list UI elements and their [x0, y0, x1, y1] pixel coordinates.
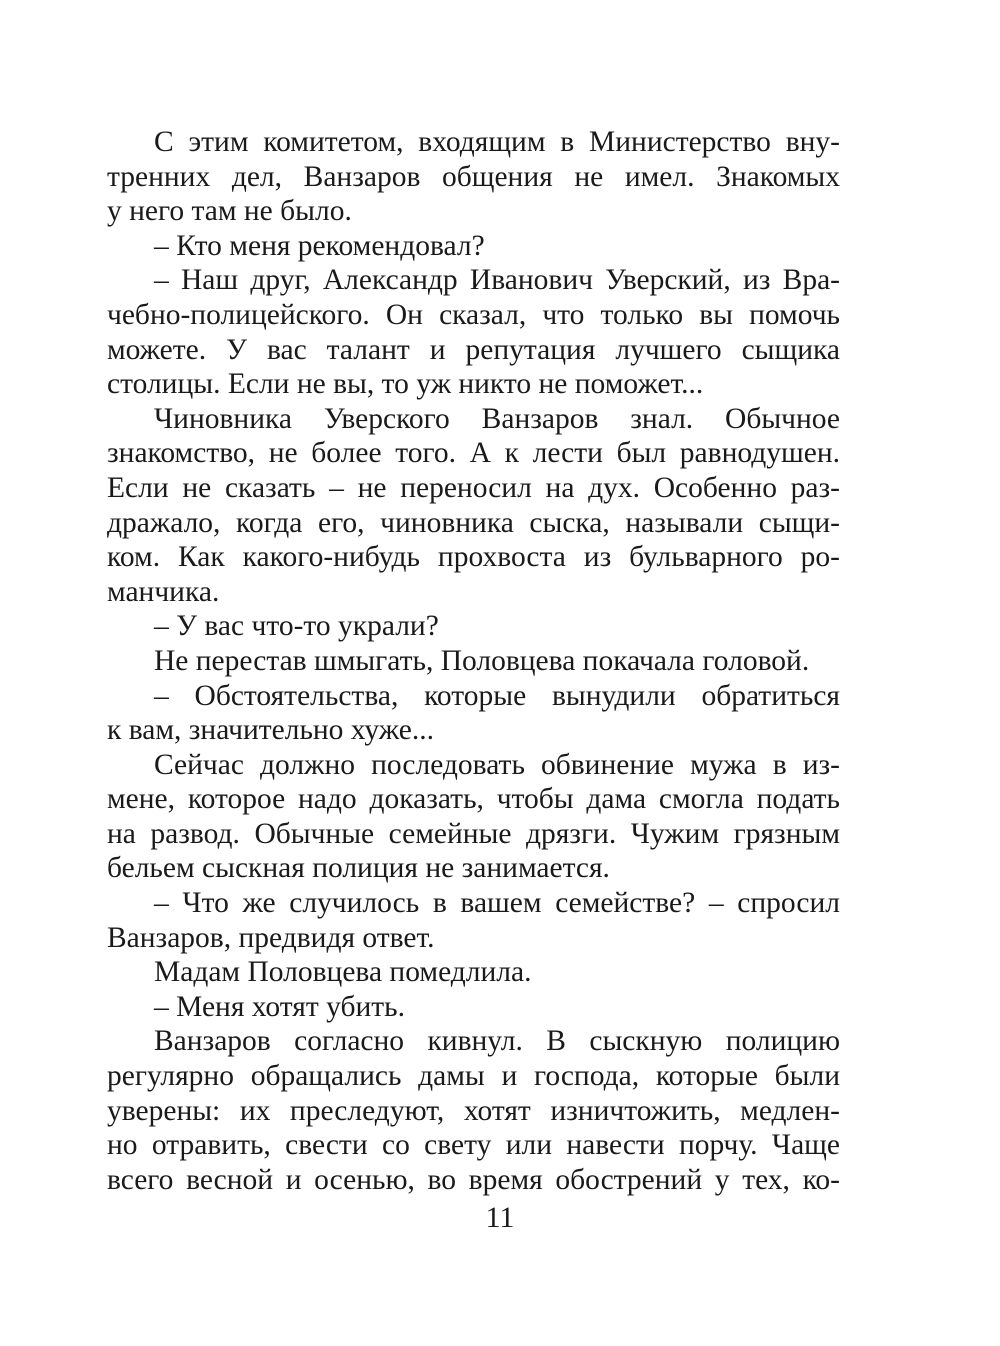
text-line: можете. У вас талант и репутация лучшего сыщика	[107, 333, 840, 366]
text-line: – Наш друг, Александр Иванович Уверский, из Вра-	[154, 264, 840, 297]
text-line: Не перестав шмыгать, Половцева покачала головой.	[154, 644, 810, 677]
text-line: – Что же случилось в вашем семействе? – спросил	[154, 887, 840, 920]
text-line: – Обстоятельства, которые вынудили обратиться	[154, 679, 840, 712]
text-line: всего весной и осенью, во время обострений у тех, ко-	[107, 1163, 840, 1196]
text-line: на развод. Обычные семейные дрязги. Чужим грязным	[107, 817, 840, 850]
text-line: дражало, когда его, чиновника сыска, называли сыщи-	[107, 506, 840, 539]
text-line: тренних дел, Ванзаров общения не имел. Знакомых	[107, 160, 840, 193]
text-line: С этим комитетом, входящим в Министерство вну-	[154, 126, 840, 158]
text-line: столицы. Если не вы, то уж никто не поможет...	[107, 368, 704, 401]
text-line: Если не сказать – не переносил на дух. Особенно раз-	[107, 471, 840, 504]
text-line: Мадам Половцева помедлила.	[154, 956, 532, 989]
text-line: Сейчас должно последовать обвинение мужа в из-	[154, 748, 840, 781]
text-line: мене, которое надо доказать, чтобы дама смогла подать	[107, 783, 840, 816]
text-line: Чиновника Уверского Ванзаров знал. Обычное	[154, 402, 840, 435]
text-line: – Кто меня рекомендовал?	[154, 229, 485, 262]
text-line: уверены: их преследуют, хотят изничтожить, медлен-	[107, 1094, 840, 1127]
text-line: у него там не было.	[107, 195, 352, 228]
text-line: знакомство, не более того. А к лести был равнодушен.	[107, 437, 840, 470]
text-line: но отравить, свести со свету или навести порчу. Чаще	[107, 1129, 840, 1162]
text-line: чебно-полицейского. Он сказал, что только вы помочь	[107, 298, 840, 331]
text-line: Ванзаров согласно кивнул. В сыскную полицию	[154, 1025, 840, 1058]
text-line: бельем сыскная полиция не занимается.	[107, 852, 610, 885]
page-number: 11	[485, 1201, 515, 1234]
text-line: регулярно обращались дамы и господа, которые были	[107, 1060, 840, 1093]
text-line: к вам, значительно хуже...	[107, 714, 435, 747]
text-line: – Меня хотят убить.	[154, 990, 405, 1023]
text-line: ком. Как какого-нибудь прохвоста из бульварного ро-	[107, 541, 840, 574]
text-line: манчика.	[107, 575, 220, 608]
text-line: – У вас что-то украли?	[154, 610, 439, 643]
text-line: Ванзаров, предвидя ответ.	[107, 921, 435, 954]
body-text	[107, 125, 840, 1197]
